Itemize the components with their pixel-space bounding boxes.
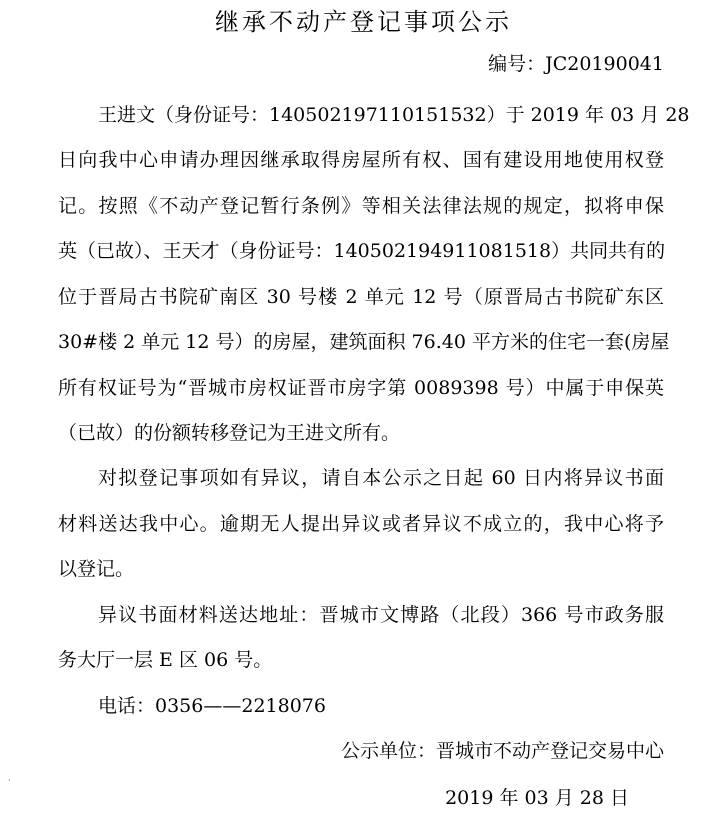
body-line: 英（已故）、王天才（身份证号：140502194911081518）共同共有的 bbox=[58, 240, 666, 262]
document-number: 编号：JC20190041 bbox=[488, 53, 664, 75]
objection-line: 材料送达我中心。逾期无人提出异议或者异议不成立的，我中心将予 bbox=[58, 513, 664, 535]
body-line: 位于晋局古书院矿南区 30 号楼 2 单元 12 号（原晋局古书院矿东区 bbox=[58, 286, 664, 308]
address-line: 务大厅一层 E 区 06 号。 bbox=[58, 649, 273, 671]
body-line: 日向我中心申请办理因继承取得房屋所有权、国有建设用地使用权登 bbox=[58, 149, 664, 171]
publish-date: 2019 年 03 月 28 日 bbox=[445, 787, 629, 809]
body-line: 所有权证号为“晋城市房权证晋市房字第 0089398 号）中属于申保英 bbox=[58, 377, 664, 399]
body-line: 记。按照《不动产登记暂行条例》等相关法律法规的规定，拟将申保 bbox=[58, 195, 664, 217]
page-mark: · bbox=[8, 776, 11, 786]
objection-line: 以登记。 bbox=[58, 558, 135, 580]
objection-line: 对拟登记事项如有异议，请自本公示之日起 60 日内将异议书面 bbox=[98, 467, 664, 489]
address-line: 异议书面材料送达地址：晋城市文博路（北段）366 号市政务服 bbox=[98, 604, 664, 626]
body-line: 王进文（身份证号：140502197110151532）于 2019 年 03 月 28 bbox=[98, 104, 690, 126]
body-line: （已故）的份额转移登记为王进文所有。 bbox=[58, 422, 401, 444]
publisher-line: 公示单位：晋城市不动产登记交易中心 bbox=[340, 740, 664, 762]
phone-line: 电话：0356——2218076 bbox=[98, 695, 326, 717]
body-line: 30#楼 2 单元 12 号）的房屋，建筑面积 76.40 平方米的住宅一套(房屋 bbox=[58, 331, 670, 353]
document-title: 继承不动产登记事项公示 bbox=[215, 8, 512, 36]
